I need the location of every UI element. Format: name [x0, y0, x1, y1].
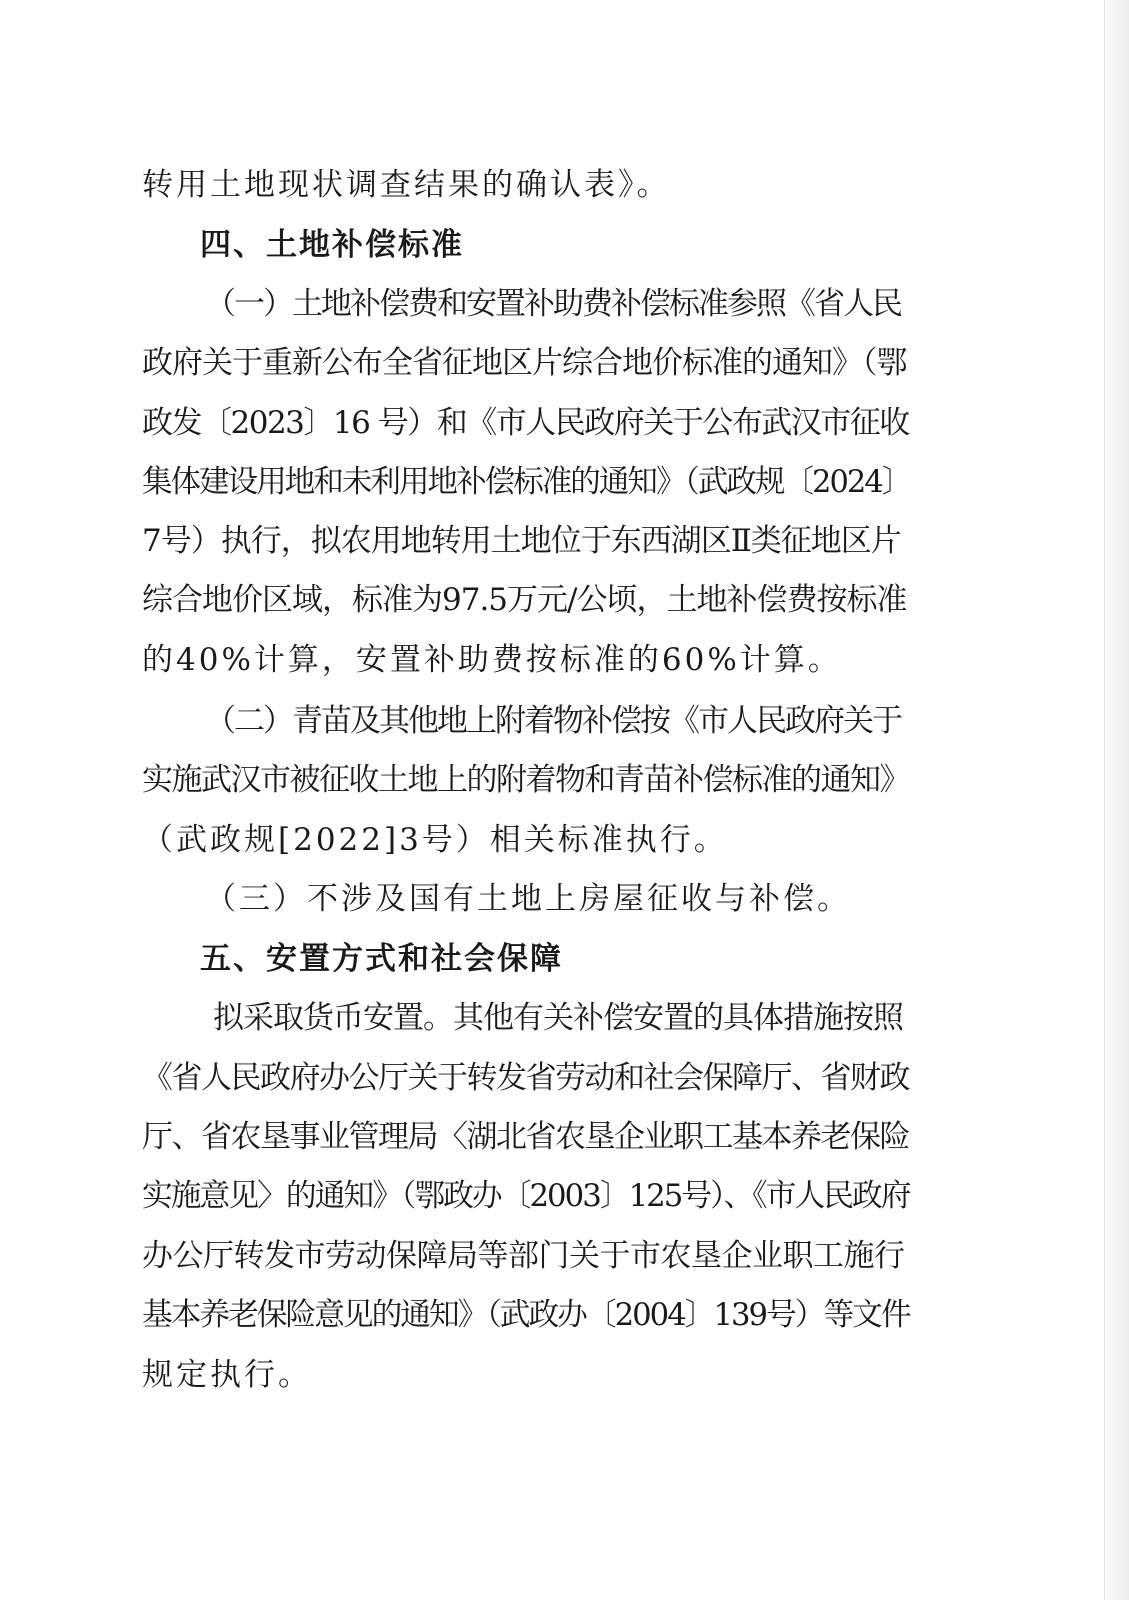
paragraph-line: 《省人民政府办公厅关于转发省劳动和社会保障厅、省财政	[142, 1060, 909, 1096]
paragraph-line: 拟采取货币安置。其他有关补偿安置的具体措施按照	[213, 1000, 903, 1036]
scan-edge-shadow	[1103, 0, 1129, 1600]
paragraph-line: 政府关于重新公布全省征地区片综合地价标准的通知》（鄂	[142, 345, 907, 381]
paragraph-line: 实施意见〉的通知》（鄂政办〔2003〕125号）、《市人民政府	[142, 1178, 910, 1214]
paragraph-line: 集体建设用地和未利用地补偿标准的通知》（武政规〔2024〕	[142, 464, 911, 500]
section-heading-resettlement: 五、安置方式和社会保障	[200, 941, 563, 977]
paragraph-line: 办公厅转发市劳动保障局等部门关于市农垦企业职工施行	[142, 1238, 905, 1274]
paragraph-line: （武政规[2022]3号）相关标准执行。	[142, 822, 728, 858]
paragraph-line: 7号）执行，拟农用地转用土地位于东西湖区Ⅱ类征地区片	[142, 523, 901, 559]
paragraph-line: 基本养老保险意见的通知》（武政办〔2004〕139号）等文件	[142, 1297, 910, 1333]
paragraph-line: 厅、省农垦事业管理局〈湖北省农垦企业职工基本养老保险	[142, 1119, 909, 1155]
section-heading-compensation-standard: 四、土地补偿标准	[200, 227, 464, 263]
paragraph-line: 实施武汉市被征收土地上的附着物和青苗补偿标准的通知》	[142, 762, 909, 798]
paragraph-line: （二）青苗及其他地上附着物补偿按《市人民政府关于	[205, 703, 901, 739]
paragraph-line: 政发〔2023〕16 号）和《市人民政府关于公布武汉市征收	[142, 405, 909, 441]
paragraph-line: 综合地价区域，标准为97.5万元/公顷，土地补偿费按标准	[142, 582, 907, 618]
scan-edge-line	[1104, 0, 1105, 1600]
body-line: 转用土地现状调查结果的确认表》。	[142, 167, 671, 203]
paragraph-line: 规定执行。	[142, 1357, 312, 1393]
paragraph-line: （三）不涉及国有土地上房屋征收与补偿。	[205, 881, 851, 917]
paragraph-line: （一）土地补偿费和安置补助费补偿标准参照《省人民	[205, 286, 901, 322]
paragraph-line: 的40%计算，安置补助费按标准的60%计算。	[142, 642, 842, 678]
